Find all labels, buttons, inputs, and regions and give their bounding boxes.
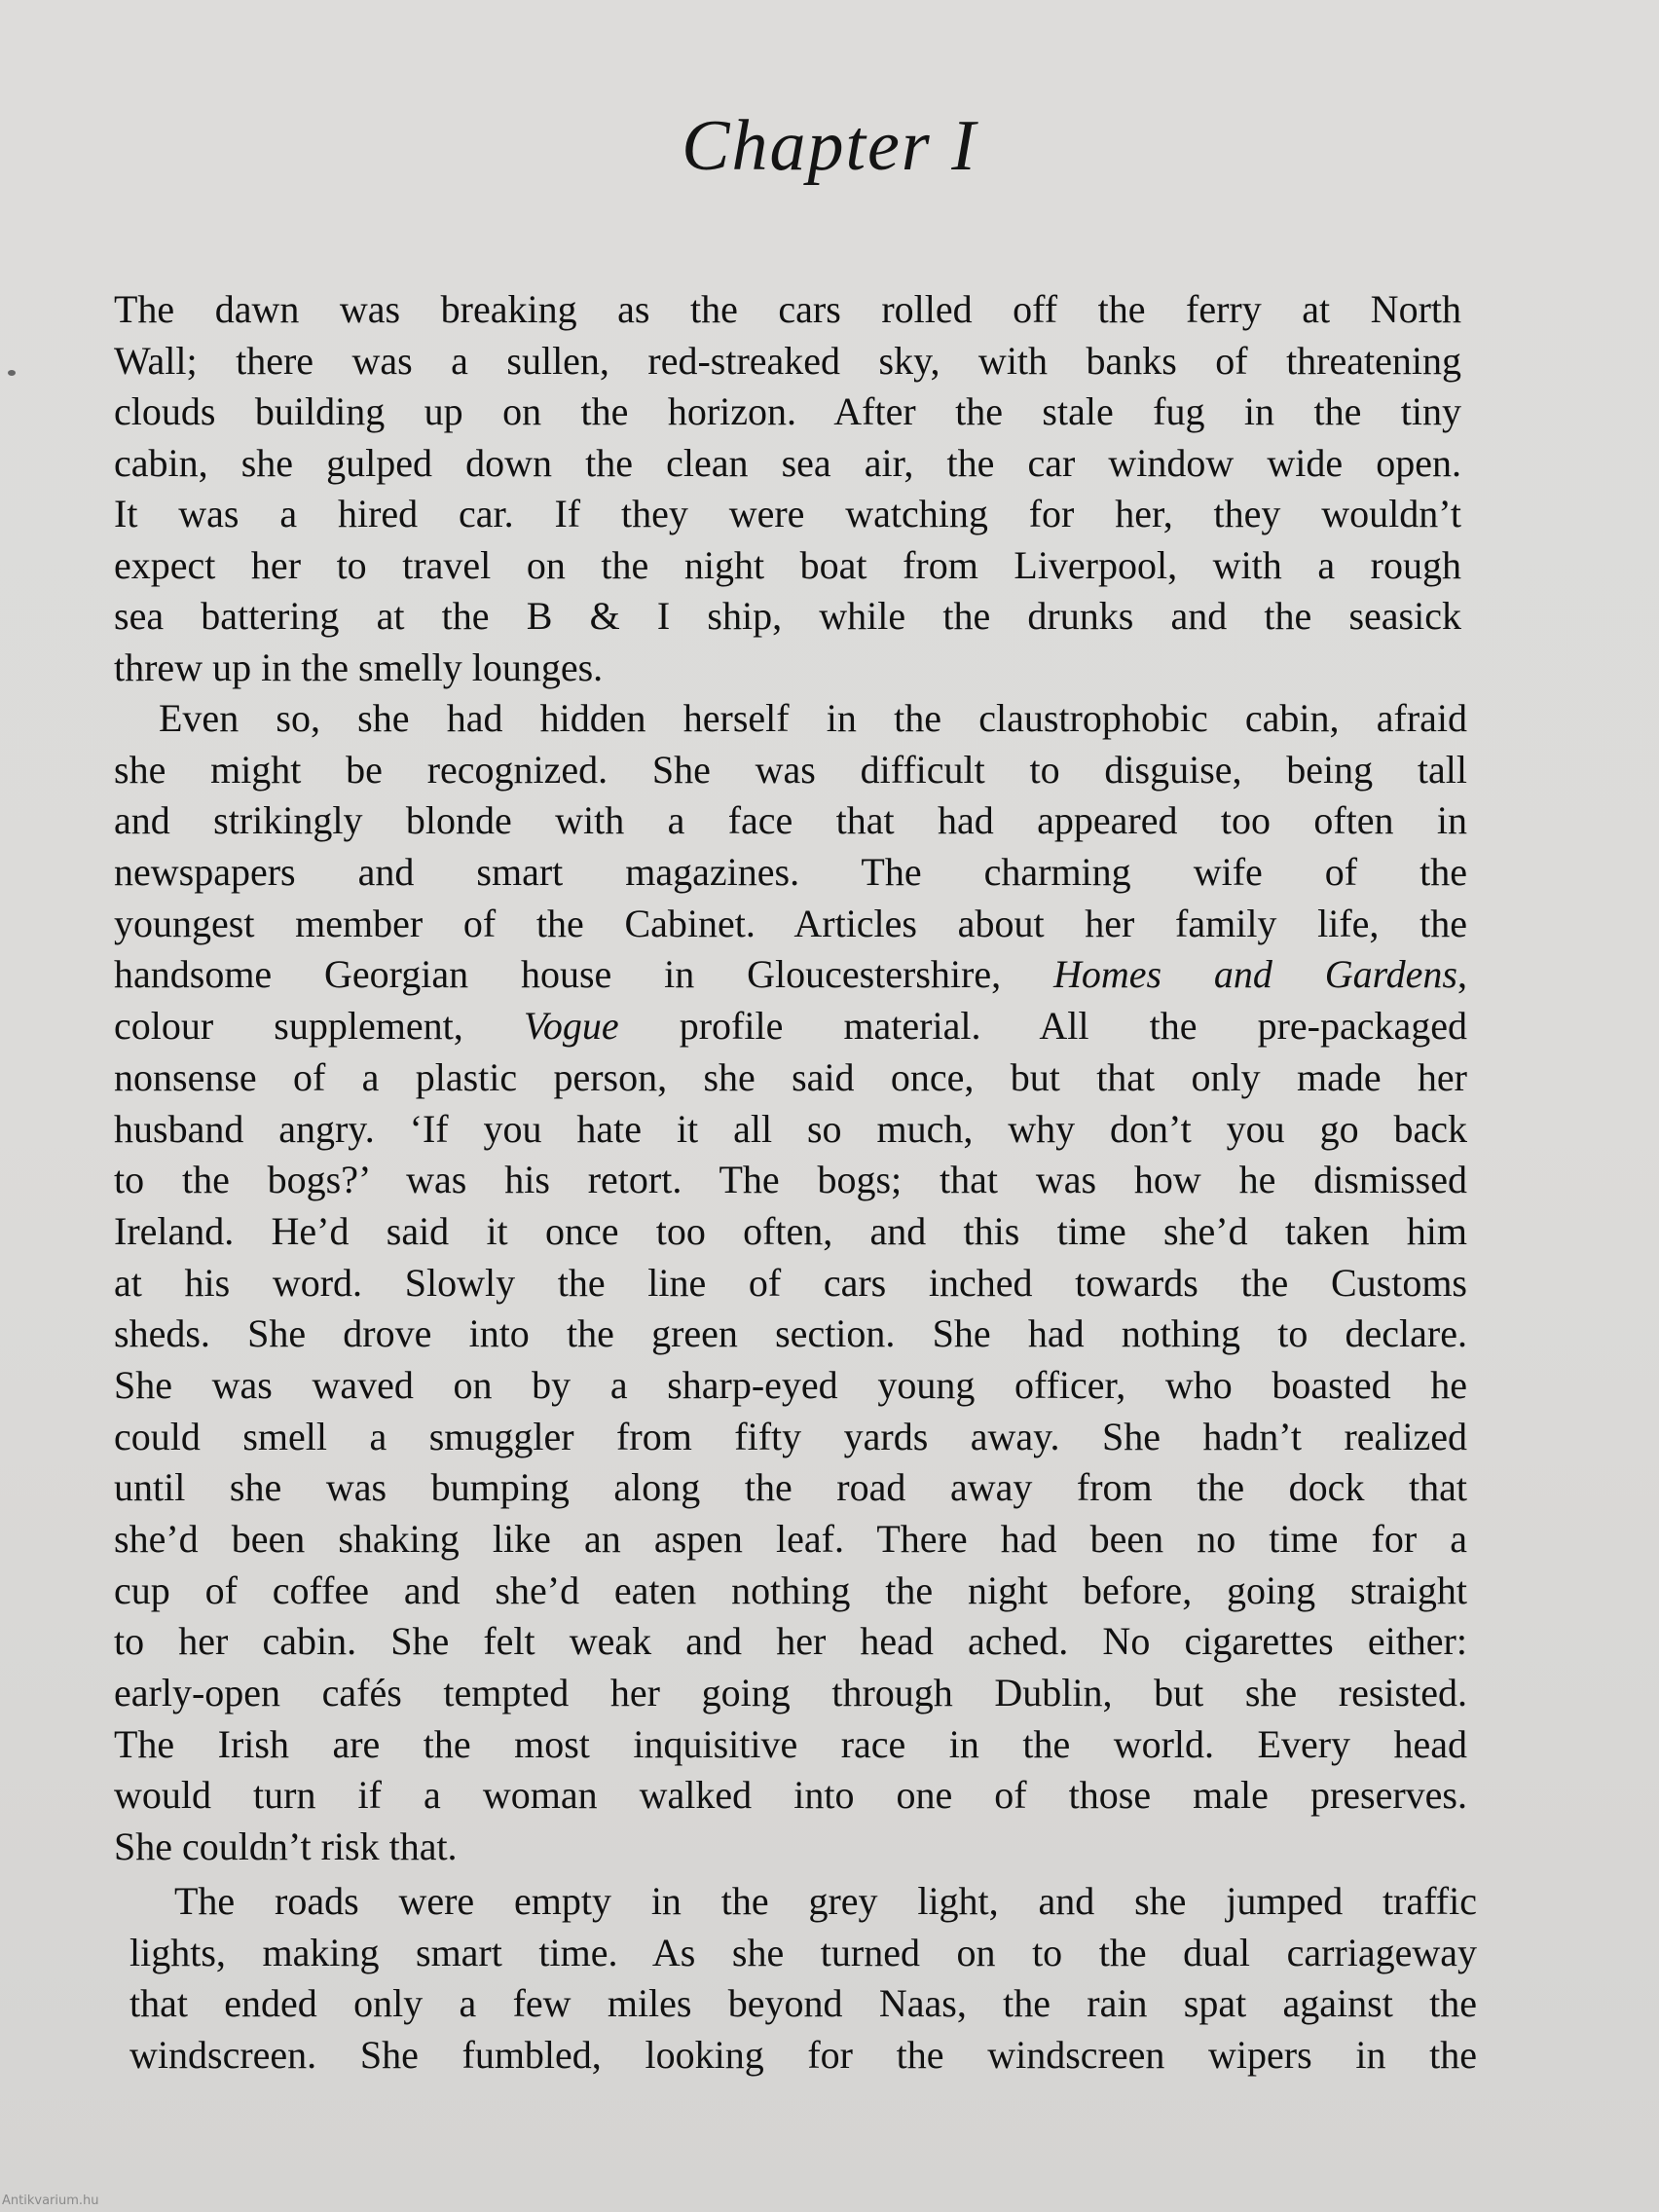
text-line: Even so, she had hidden herself in the claustrophobic cabin, afraid — [159, 696, 1467, 740]
text-line: The dawn was breaking as the cars rolled off the ferry at North — [114, 287, 1461, 331]
text-line: threw up in the smelly lounges. — [114, 645, 604, 689]
text-line: newspapers and smart magazines. The charming wife of the — [114, 850, 1467, 895]
text-line: would turn if a woman walked into one of those male preserves. — [114, 1773, 1467, 1818]
text-line: clouds building up on the horizon. After the stale fug in the tiny — [114, 389, 1461, 433]
italic-title-vogue: Vogue — [523, 1004, 619, 1049]
text-line: Ireland. He’d said it once too often, and this time she’d taken him — [114, 1208, 1467, 1253]
margin-speck — [8, 370, 16, 376]
text-line: to her cabin. She felt weak and her head ached. No cigarettes either: — [114, 1619, 1467, 1664]
text-segment: handsome Georgian house in Gloucestershire, — [114, 952, 1053, 997]
italic-title-homes-and-gardens: Homes and Gardens — [1052, 952, 1457, 997]
text-line: at his word. Slowly the line of cars inched towards the Customs — [114, 1260, 1467, 1305]
text-line: cup of coffee and she’d eaten nothing the night before, going straight — [114, 1567, 1467, 1612]
chapter-title: Chapter I — [682, 106, 977, 186]
text-line-mixed — [114, 949, 1467, 1001]
text-line: Wall; there was a sullen, red-streaked sky, with banks of threatening — [114, 338, 1461, 383]
text-line: The roads were empty in the grey light, and she jumped traffic — [174, 1879, 1477, 1923]
text-line: could smell a smuggler from fifty yards away. She hadn’t realized — [114, 1414, 1467, 1458]
text-line: cabin, she gulped down the clean sea air, the car window wide open. — [114, 440, 1461, 485]
text-segment: , — [1457, 952, 1467, 997]
text-line: youngest member of the Cabinet. Articles about her family life, the — [114, 901, 1467, 945]
text-line: She was waved on by a sharp-eyed young officer, who boasted he — [114, 1362, 1467, 1407]
text-segment: colour supplement, — [114, 1004, 524, 1049]
text-line: windscreen. She fumbled, looking for the windscreen wipers in the — [129, 2033, 1477, 2078]
text-line: sea battering at the B & I ship, while the drunks and the seasick — [114, 594, 1461, 638]
text-line: She couldn’t risk that. — [114, 1825, 458, 1869]
text-line: lights, making smart time. As she turned on to the dual carriageway — [129, 1930, 1477, 1974]
text-line: husband angry. ‘If you hate it all so much, why don’t you go back — [114, 1106, 1467, 1151]
text-line: early-open cafés tempted her going through Dublin, but she resisted. — [114, 1671, 1467, 1715]
text-segment: profile material. All the pre-packaged — [618, 1004, 1467, 1049]
paragraph-2 — [114, 693, 1467, 1873]
text-line: and strikingly blonde with a face that had appeared too often in — [114, 798, 1467, 843]
text-line-mixed — [114, 1001, 1467, 1052]
paragraph-1 — [114, 284, 1461, 693]
watermark: Antikvarium.hu — [2, 2194, 99, 2208]
paragraph-3 — [129, 1876, 1477, 2082]
text-line: It was a hired car. If they were watching for her, they wouldn’t — [114, 492, 1461, 535]
text-line: that ended only a few miles beyond Naas, the rain spat against the — [129, 1981, 1477, 2026]
text-line: The Irish are the most inquisitive race in the world. Every head — [114, 1721, 1467, 1766]
text-line: nonsense of a plastic person, she said once, but that only made her — [114, 1054, 1467, 1099]
text-line: to the bogs?’ was his retort. The bogs; that was how he dismissed — [114, 1158, 1467, 1202]
text-line: she’d been shaking like an aspen leaf. There had been no time for a — [114, 1517, 1467, 1561]
text-line: expect her to travel on the night boat from Liverpool, with a rough — [114, 542, 1461, 587]
text-line: until she was bumping along the road away from the dock that — [114, 1465, 1467, 1510]
text-line: she might be recognized. She was difficult to disguise, being tall — [114, 747, 1467, 792]
text-line: sheds. She drove into the green section. She had nothing to declare. — [114, 1311, 1467, 1356]
